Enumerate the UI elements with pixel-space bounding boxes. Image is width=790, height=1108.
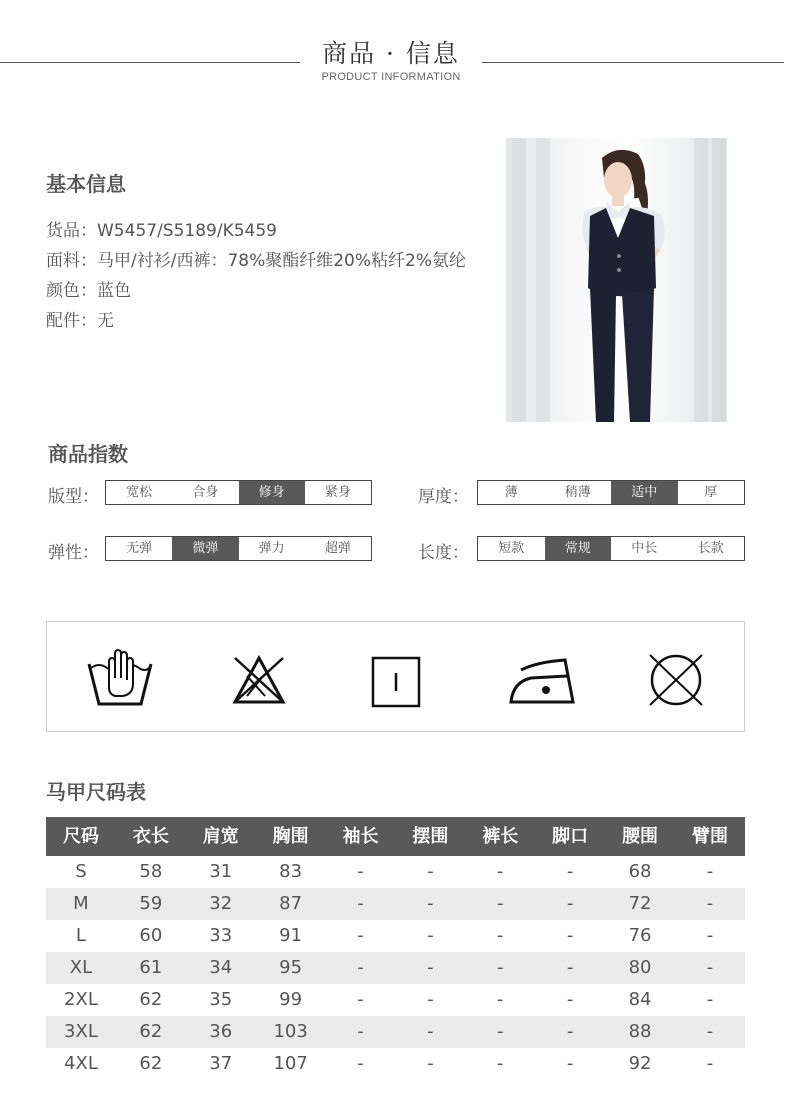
- page-title: 商品 · 信息: [322, 39, 460, 68]
- table-cell: -: [566, 1021, 574, 1042]
- table-cell: -: [427, 861, 434, 882]
- table-cell: -: [427, 893, 434, 914]
- header-divider-right: [482, 62, 784, 63]
- length-label: 长度：: [418, 543, 469, 563]
- table-cell: -: [497, 893, 504, 914]
- index-title: 商品指数: [48, 442, 128, 466]
- table-cell: -: [706, 989, 714, 1010]
- table-cell: 76: [628, 925, 652, 946]
- care-instructions-panel: [46, 621, 745, 732]
- table-cell: -: [497, 861, 504, 882]
- table-cell: 33: [209, 925, 233, 946]
- table-cell: 88: [628, 1021, 652, 1042]
- table-cell: -: [357, 989, 364, 1010]
- table-cell: 83: [279, 861, 303, 882]
- table-cell: 84: [628, 989, 652, 1010]
- elasticity-option: 无弹: [126, 541, 153, 556]
- column-header: 胸围: [272, 826, 309, 847]
- table-cell: S: [75, 861, 87, 882]
- table-cell: L: [75, 925, 86, 946]
- length-option: 长款: [697, 541, 724, 556]
- length-option: 短款: [498, 541, 525, 556]
- table-cell: -: [566, 989, 574, 1010]
- table-cell: 103: [273, 1021, 308, 1042]
- table-cell: -: [497, 1053, 504, 1074]
- table-cell: 34: [209, 957, 233, 978]
- table-cell: 95: [279, 957, 303, 978]
- table-cell: -: [357, 1053, 364, 1074]
- table-cell: -: [427, 1021, 434, 1042]
- table-cell: 99: [279, 989, 303, 1010]
- thickness-option: 适中: [611, 481, 678, 504]
- table-cell: -: [427, 989, 434, 1010]
- column-header: 裤长: [482, 826, 519, 847]
- table-cell: -: [706, 893, 714, 914]
- table-cell: M: [73, 893, 89, 914]
- table-header-row: [46, 817, 745, 856]
- table-cell: -: [706, 1053, 714, 1074]
- table-cell: 62: [139, 989, 163, 1010]
- table-row: [46, 984, 745, 1016]
- column-header: 脚口: [552, 826, 589, 847]
- table-cell: 37: [209, 1053, 233, 1074]
- iron-icon: [509, 656, 575, 706]
- table-cell: 58: [139, 861, 163, 882]
- table-cell: -: [566, 925, 574, 946]
- table-cell: 72: [628, 893, 652, 914]
- column-header: 尺码: [62, 826, 99, 847]
- table-cell: 35: [209, 989, 233, 1010]
- elasticity-option: 超弹: [324, 541, 351, 556]
- table-row: [46, 888, 745, 920]
- thickness-option: 薄: [504, 485, 518, 500]
- table-cell: -: [497, 989, 504, 1010]
- info-line-item-no: 货品：W5457/S5189/K5459: [46, 221, 277, 241]
- fit-option: 宽松: [126, 485, 153, 500]
- table-cell: 59: [139, 893, 163, 914]
- table-row: [46, 856, 745, 888]
- table-cell: 107: [273, 1053, 308, 1074]
- table-cell: 62: [139, 1053, 163, 1074]
- model-figure: [506, 138, 727, 422]
- length-option: 常规: [545, 537, 612, 560]
- column-header: 臂围: [691, 826, 728, 847]
- table-cell: -: [566, 893, 574, 914]
- table-cell: -: [497, 1021, 504, 1042]
- elasticity-scale: [105, 536, 372, 561]
- column-header: 袖长: [342, 826, 379, 847]
- length-option: 中长: [631, 541, 658, 556]
- table-cell: 31: [209, 861, 233, 882]
- table-cell: 62: [139, 1021, 163, 1042]
- do-not-dry-clean-icon: [647, 652, 705, 708]
- header-divider-left: [0, 62, 300, 63]
- fit-option: 修身: [239, 481, 305, 504]
- basic-info-list: [46, 216, 466, 336]
- size-table-title: 马甲尺码表: [46, 780, 146, 804]
- column-header: 衣长: [132, 826, 169, 847]
- fit-option: 紧身: [324, 485, 351, 500]
- table-cell: 32: [209, 893, 233, 914]
- table-row: [46, 1048, 745, 1080]
- table-cell: -: [357, 861, 364, 882]
- table-cell: -: [427, 925, 434, 946]
- table-cell: -: [566, 861, 574, 882]
- column-header: 肩宽: [202, 826, 239, 847]
- table-cell: -: [706, 925, 714, 946]
- table-cell: -: [357, 925, 364, 946]
- page-subtitle: PRODUCT INFORMATION: [321, 71, 461, 83]
- elasticity-option: 微弹: [172, 537, 238, 560]
- table-row: [46, 920, 745, 952]
- product-photo: [506, 138, 727, 422]
- table-cell: -: [357, 893, 364, 914]
- table-cell: -: [357, 1021, 364, 1042]
- table-cell: -: [566, 1053, 574, 1074]
- thickness-label: 厚度：: [418, 487, 469, 507]
- table-row: [46, 1016, 745, 1048]
- table-cell: 2XL: [64, 989, 98, 1010]
- table-cell: 60: [139, 925, 163, 946]
- info-line-color: 颜色：蓝色: [46, 281, 131, 301]
- table-cell: 3XL: [64, 1021, 98, 1042]
- table-cell: 87: [279, 893, 303, 914]
- table-cell: XL: [69, 957, 93, 978]
- table-cell: -: [497, 925, 504, 946]
- table-cell: -: [427, 957, 434, 978]
- table-cell: -: [357, 957, 364, 978]
- table-cell: -: [497, 957, 504, 978]
- info-line-accessories: 配件：无: [46, 311, 114, 331]
- info-line-fabric: 面料：马甲/衬衫/西裤：78%聚酯纤维20%粘纤2%氨纶: [46, 251, 466, 271]
- table-body: [46, 856, 745, 1080]
- table-cell: 92: [628, 1053, 652, 1074]
- table-row: [46, 952, 745, 984]
- table-cell: 4XL: [64, 1053, 98, 1074]
- size-table: [46, 817, 745, 1080]
- do-not-bleach-icon: [231, 654, 287, 706]
- table-cell: -: [706, 861, 714, 882]
- column-header: 腰围: [622, 826, 659, 847]
- hand-wash-icon: [85, 648, 155, 708]
- basic-info-title: 基本信息: [46, 172, 126, 196]
- thickness-option: 稍薄: [564, 485, 591, 500]
- table-cell: -: [566, 957, 574, 978]
- column-header: 摆围: [412, 826, 449, 847]
- table-cell: -: [706, 957, 714, 978]
- length-scale: [477, 536, 745, 561]
- table-cell: 61: [139, 957, 163, 978]
- table-cell: 80: [628, 957, 652, 978]
- table-cell: 91: [279, 925, 303, 946]
- fit-label: 版型：: [48, 487, 99, 507]
- thickness-option: 厚: [704, 485, 718, 500]
- table-cell: -: [706, 1021, 714, 1042]
- dry-icon: [371, 656, 421, 708]
- fit-scale: [105, 480, 372, 505]
- table-cell: 36: [209, 1021, 233, 1042]
- table-cell: -: [427, 1053, 434, 1074]
- fit-option: 合身: [192, 485, 219, 500]
- elasticity-label: 弹性：: [48, 543, 99, 563]
- thickness-scale: [477, 480, 745, 505]
- table-cell: 68: [628, 861, 652, 882]
- elasticity-option: 弹力: [258, 541, 285, 556]
